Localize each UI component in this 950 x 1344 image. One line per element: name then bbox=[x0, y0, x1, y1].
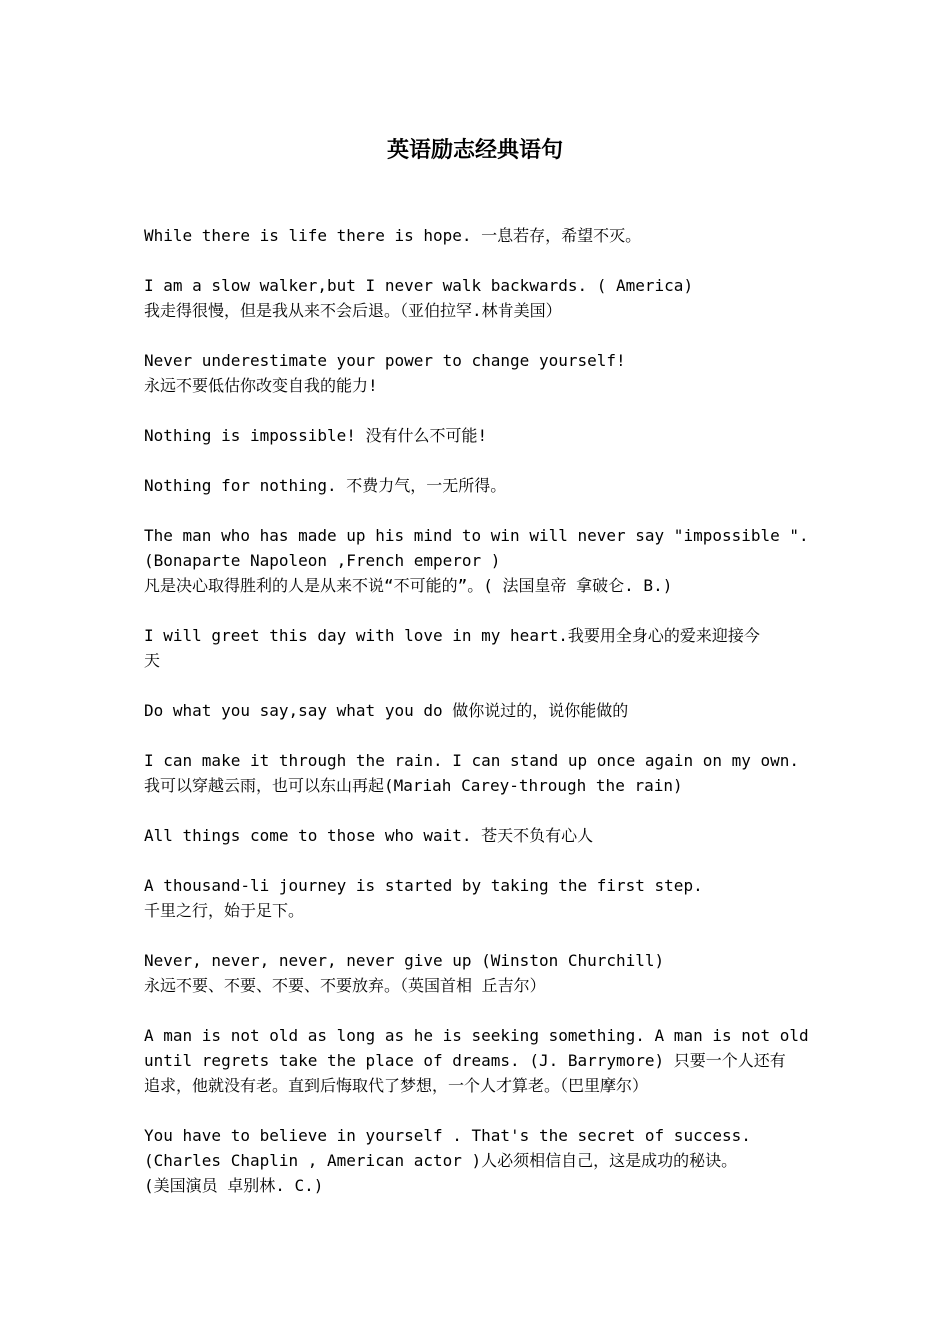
quote-line: I am a slow walker,but I never walk backwards. ( America) bbox=[144, 276, 694, 295]
quote-line: While there is life there is hope. 一息若存，希望不灭。 bbox=[144, 226, 642, 245]
quote-paragraph bbox=[144, 698, 812, 723]
quote-line: 我走得很慢，但是我从来不会后退。（亚伯拉罕.林肯美国） bbox=[144, 301, 562, 320]
quote-paragraph bbox=[144, 823, 812, 848]
quote-paragraph bbox=[144, 473, 812, 498]
quote-paragraph bbox=[144, 1023, 812, 1098]
quote-paragraph bbox=[144, 223, 812, 248]
quote-line: You have to believe in yourself . That's the secret of success. bbox=[144, 1126, 751, 1145]
quote-line: Nothing is impossible! 没有什么不可能! bbox=[144, 426, 488, 445]
quote-line: I can make it through the rain. I can stand up once again on my own. bbox=[144, 751, 800, 770]
quote-line: 我可以穿越云雨，也可以东山再起(Mariah Carey-through the rain) bbox=[144, 776, 683, 795]
quote-paragraph bbox=[144, 623, 812, 673]
quote-line: (美国演员 卓别林. C.) bbox=[144, 1176, 324, 1195]
quote-line: 千里之行，始于足下。 bbox=[144, 901, 305, 920]
quote-line: Never, never, never, never give up (Winston Churchill) bbox=[144, 951, 665, 970]
quote-paragraph bbox=[144, 348, 812, 398]
quote-line: The man who has made up his mind to win will never say "impossible ". bbox=[144, 526, 809, 545]
quote-line: (Bonaparte Napoleon ,French emperor ) bbox=[144, 551, 501, 570]
quote-line: (Charles Chaplin , American actor )人必须相信自己，这是成功的秘诀。 bbox=[144, 1151, 738, 1170]
quote-paragraph bbox=[144, 273, 812, 323]
quote-line: Do what you say,say what you do 做你说过的，说你能做的 bbox=[144, 701, 629, 720]
quote-list bbox=[144, 223, 812, 1223]
quote-line: A thousand-li journey is started by taking the first step. bbox=[144, 876, 703, 895]
quote-line: Nothing for nothing. 不费力气，一无所得。 bbox=[144, 476, 507, 495]
quote-paragraph bbox=[144, 1123, 812, 1198]
quote-line: A man is not old as long as he is seeking something. A man is not old bbox=[144, 1026, 809, 1045]
quote-paragraph bbox=[144, 523, 812, 598]
quote-line: Never underestimate your power to change yourself! bbox=[144, 351, 626, 370]
quote-line: until regrets take the place of dreams. (J. Barrymore) 只要一个人还有 bbox=[144, 1051, 786, 1070]
quote-line: I will greet this day with love in my heart.我要用全身心的爱来迎接今 bbox=[144, 626, 760, 645]
quote-line: 追求，他就没有老。直到后悔取代了梦想，一个人才算老。（巴里摩尔） bbox=[144, 1076, 649, 1095]
quote-line: 永远不要低估你改变自我的能力! bbox=[144, 376, 378, 395]
quote-line: 凡是决心取得胜利的人是从来不说“不可能的”。( 法国皇帝 拿破仑. B.) bbox=[144, 576, 673, 595]
quote-line: 天 bbox=[144, 651, 161, 670]
quote-paragraph bbox=[144, 948, 812, 998]
document-title: 英语励志经典语句 bbox=[386, 138, 563, 163]
quote-paragraph bbox=[144, 748, 812, 798]
quote-paragraph bbox=[144, 873, 812, 923]
quote-paragraph bbox=[144, 423, 812, 448]
quote-line: 永远不要、不要、不要、不要放弃。（英国首相 丘吉尔） bbox=[144, 976, 546, 995]
quote-line: All things come to those who wait. 苍天不负有心人 bbox=[144, 826, 594, 845]
